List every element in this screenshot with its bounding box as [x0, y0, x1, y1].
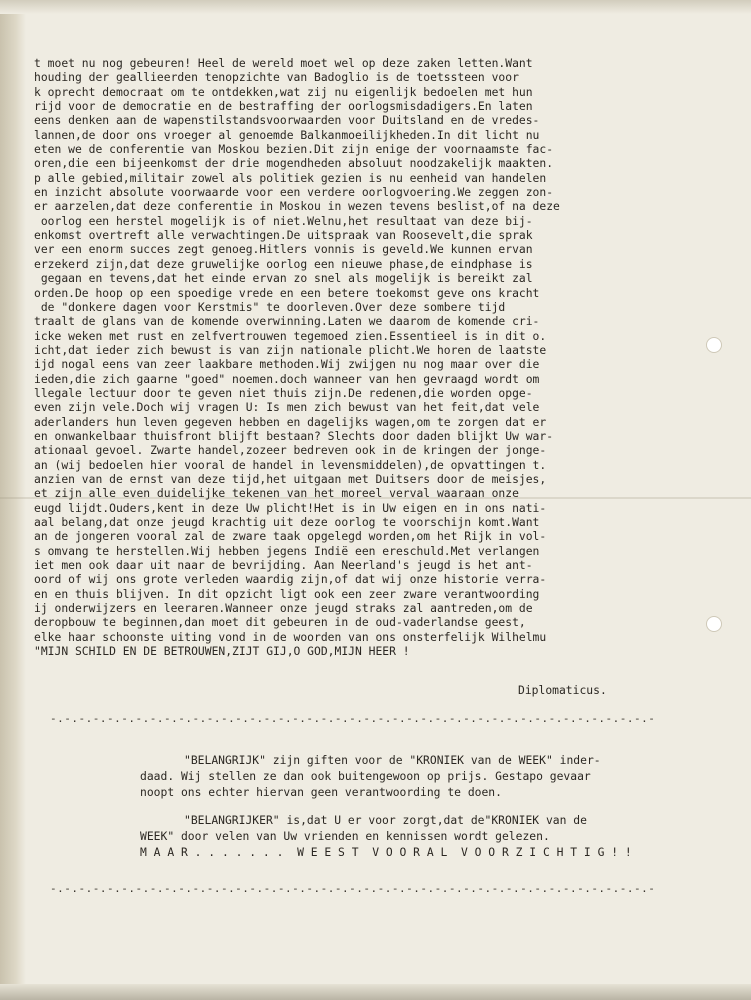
- text-line: an (wij bedoelen hier vooral de handel in levensmiddelen),de opvattingen t.: [34, 457, 547, 472]
- text-line: elke haar schoonste uiting vond in de woorden van ons onsterfelijk Wilhelmu: [34, 629, 547, 644]
- text-line: oord of wij ons grote verleden waardig zijn,of dat wij onze historie verra-: [34, 572, 547, 587]
- text-line: oren,die een bijeenkomst der drie mogendheden absoluut noodzakelijk maakten.: [34, 156, 554, 171]
- text-line: noopt ons echter hiervan geen verantwoording te doen.: [140, 785, 502, 799]
- text-line: aderlanders hun leven gegeven hebben en dagelijks wagen,om te zorgen dat er: [34, 414, 547, 429]
- text-line: anzien van de ernst van deze tijd,het uitgaan met Duitsers door de meisjes,: [34, 471, 547, 486]
- text-line: s omvang te herstellen.Wij hebben jegens Indië een ereschuld.Met verlangen: [34, 543, 540, 558]
- text-line: "BELANGRIJK" zijn giften voor de "KRONIEK van de WEEK" inder-: [184, 753, 601, 767]
- text-line: iet men ook daar uit naar de bevrijding. Aan Neerland's jeugd is het ant-: [34, 558, 533, 573]
- text-line: ij onderwijzers en leeraren.Wanneer onze jeugd straks zal aantreden,om de: [34, 601, 533, 616]
- text-line: WEEK" door velen van Uw vrienden en kennissen wordt gelezen.: [140, 829, 550, 843]
- text-line: ieden,die zich gaarne "goed" noemen.doch wanneer van hen gevraagd wordt om: [34, 371, 540, 386]
- text-line: k oprecht democraat om te ontdekken,wat zij nu eigenlijk bedoelen met hun: [34, 84, 533, 99]
- text-line: "MIJN SCHILD EN DE BETROUWEN,ZIJT GIJ,O GOD,MIJN HEER !: [34, 644, 410, 659]
- notice-giften: [140, 752, 751, 800]
- text-line: daad. Wij stellen ze dan ook buitengewoon op prijs. Gestapo gevaar: [140, 769, 591, 783]
- separator-top: -.-.-.-.-.-.-.-.-.-.-.-.-.-.-.-.-.-.-.-.-.-.-.-.-.-.-.-.-.-.-.-.-.-.-.-.-.-.-.-.-.-.-: [50, 712, 656, 725]
- text-line: icke weken met rust en zelfvertrouwen tegemoed zien.Essentieel is in dit o.: [34, 328, 547, 343]
- text-line: ationaal gevoel. Zwarte handel,zozeer bedreven ook in de kringen der jonge-: [34, 443, 547, 458]
- separator-bottom: -.-.-.-.-.-.-.-.-.-.-.-.-.-.-.-.-.-.-.-.-.-.-.-.-.-.-.-.-.-.-.-.-.-.-.-.-.-.-.-.-.-.-: [50, 882, 656, 895]
- text-line: de "donkere dagen voor Kerstmis" te doorleven.Over deze sombere tijd: [34, 299, 506, 314]
- text-line: houding der geallieerden tenopzichte van Badoglio is de toetssteen voor: [34, 70, 519, 85]
- text-line: er aarzelen,dat deze conferentie in Moskou in wezen tevens beslist,of na deze: [34, 199, 560, 214]
- text-line: erzekerd zijn,dat deze gruwelijke oorlog een nieuwe phase,de eindphase is: [34, 256, 533, 271]
- text-line: p alle gebied,militair zowel als politiek gezien is nu eenheid van handelen: [34, 170, 547, 185]
- text-line: aal belang,dat onze jeugd krachtig uit deze oorlog te voorschijn komt.Want: [34, 515, 540, 529]
- text-line: an de jongeren vooral zal de zware taak opgelegd worden,om het Rijk in vol-: [34, 529, 547, 544]
- text-line: en en thuis blijven. In dit opzicht ligt ook een zeer zware verantwoording: [34, 586, 540, 601]
- notice-lezen: [140, 812, 740, 860]
- article-body: [34, 56, 746, 658]
- text-line: enkomst overtreft alle verwachtingen.De uitspraak van Roosevelt,die sprak: [34, 228, 533, 243]
- text-line: oorlog een herstel mogelijk is of niet.Welnu,het resultaat van deze bij-: [34, 213, 533, 228]
- text-line: orden.De hoop op een spoedige vrede en een betere toekomst geve ons kracht: [34, 285, 540, 300]
- text-line: M A A R . . . . . . . W E E S T V O O R A L V O O R Z I C H T I G ! !: [140, 845, 632, 859]
- text-line: deropbouw te beginnen,dan moet dit gebeuren in de oud-vaderlandse geest,: [34, 615, 526, 630]
- text-line: rijd voor de democratie en de bestraffing der oorlogsmisdadigers.En laten: [34, 99, 533, 114]
- text-line: et zijn alle even duidelijke tekenen van het moreel verval waaraan onze: [34, 486, 519, 501]
- text-line: even zijn vele.Doch wij vragen U: Is men zich bewust van het feit,dat vele: [34, 400, 540, 415]
- text-line: llegale lectuur door te geven niet thuis zijn.De redenen,die worden opge-: [34, 385, 533, 400]
- signature: Diplomaticus.: [518, 683, 607, 697]
- text-line: gegaan en tevens,dat het einde ervan zo snel als mogelijk is bereikt zal: [34, 271, 533, 286]
- text-line: eens denken aan de wapenstilstandsvoorwaarden voor Duitsland en de vredes-: [34, 113, 540, 128]
- text-line: en inzicht absolute voorwaarde voor een verdere oorlogvoering.We zeggen zon-: [34, 185, 554, 200]
- paper-top-edge: [0, 0, 751, 14]
- text-line: t moet nu nog gebeuren! Heel de wereld moet wel op deze zaken letten.Want: [34, 56, 533, 70]
- text-line: ijd nogal eens van zeer laakbare methoden.Wij zwijgen nu nog maar over die: [34, 357, 540, 372]
- paper-bottom-edge: [0, 984, 751, 1000]
- text-line: eugd lijdt.Ouders,kent in deze Uw plicht!Het is in Uw eigen en in ons nati-: [34, 500, 547, 515]
- paper-left-edge: [0, 0, 26, 1000]
- text-line: "BELANGRIJKER" is,dat U er voor zorgt,dat de"KRONIEK van de: [184, 813, 587, 827]
- text-line: lannen,de door ons vroeger al genoemde Balkanmoeilijkheden.In dit licht nu: [34, 127, 540, 142]
- text-line: traalt de glans van de komende overwinning.Laten we daarom de komende cri-: [34, 314, 540, 329]
- text-line: ver een enorm succes zegt genoeg.Hitlers vonnis is geveld.We kunnen ervan: [34, 242, 533, 257]
- text-line: icht,dat ieder zich bewust is van zijn nationale plicht.We horen de laatste: [34, 342, 547, 357]
- text-line: eten we de conferentie van Moskou bezien.Dit zijn enige der voornaamste fac-: [34, 142, 554, 157]
- text-line: en onwankelbaar thuisfront blijft bestaan? Slechts door daden blijkt Uw war-: [34, 428, 554, 443]
